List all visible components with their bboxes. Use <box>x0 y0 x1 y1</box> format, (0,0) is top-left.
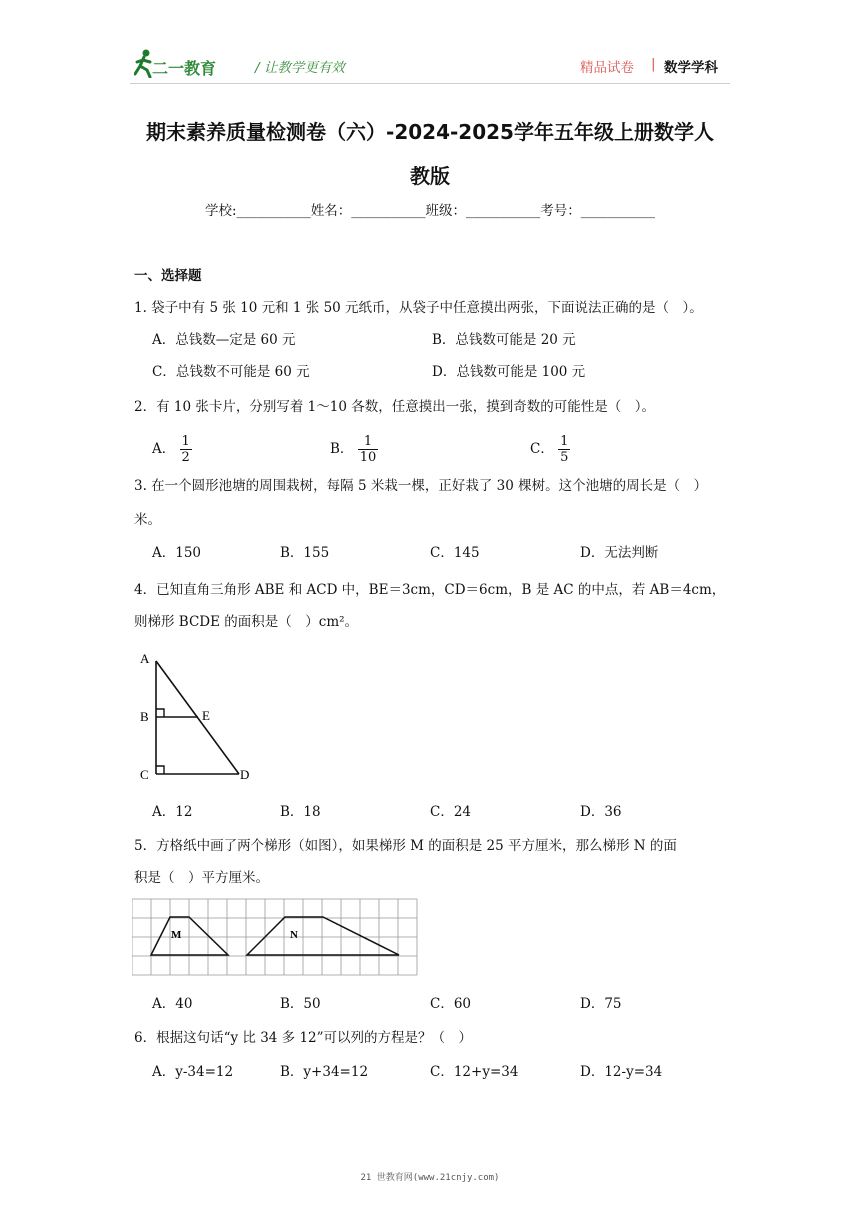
label-b: B <box>140 709 149 724</box>
question-3-option-b: B．155 <box>280 545 330 561</box>
label-d: D <box>240 767 250 782</box>
question-2-option-b <box>330 434 378 465</box>
question-4-stem: 4．已知直角三角形 ABE 和 ACD 中，BE＝3cm，CD＝6cm，B 是 AC 的中点，若 AB＝4cm， <box>134 582 726 598</box>
trapezoid-m <box>151 917 228 955</box>
label-e: E <box>202 708 210 723</box>
fraction <box>358 434 379 465</box>
question-3-option-c: C．145 <box>430 545 480 561</box>
section-heading: 一、选择题 <box>134 268 202 284</box>
option-letter: C． <box>530 441 554 457</box>
question-2-option-c <box>530 434 570 465</box>
label-n: N <box>290 929 298 941</box>
question-1-option-a: A．总钱数—定是 60 元 <box>152 332 296 348</box>
question-5-stem-cont: 积是（ ）平方厘米。 <box>134 870 269 886</box>
label-a: A <box>140 651 150 666</box>
fraction <box>180 434 192 465</box>
question-3-option-d: D．无法判断 <box>580 545 659 561</box>
question-1-option-d: D．总钱数可能是 100 元 <box>432 364 586 380</box>
question-3-stem-cont: 米。 <box>134 512 161 528</box>
question-6-option-d: D．12-y=34 <box>580 1064 663 1080</box>
label-m: M <box>171 929 182 941</box>
numerator: 1 <box>181 434 190 449</box>
question-4-option-a: A．12 <box>152 804 193 820</box>
question-4-stem-cont: 则梯形 BCDE 的面积是（ ）cm²。 <box>134 614 359 630</box>
question-1-option-b: B．总钱数可能是 20 元 <box>432 332 576 348</box>
label-c: C <box>140 767 149 782</box>
brand-slogan: / 让教学更有效 <box>255 60 345 76</box>
question-4-option-d: D．36 <box>580 804 622 820</box>
page-title-line2: 教版 <box>410 164 450 188</box>
paper-tag: 精品试卷 <box>580 60 634 76</box>
question-4-option-c: C．24 <box>430 804 472 820</box>
question-5-option-c: C．60 <box>430 996 472 1012</box>
question-1-option-c: C．总钱数不可能是 60 元 <box>152 364 310 380</box>
question-6-option-b: B．y+34=12 <box>280 1064 369 1080</box>
denominator: 10 <box>359 450 377 465</box>
subject-label: 数学学科 <box>664 60 718 76</box>
question-5-option-a: A．40 <box>152 996 193 1012</box>
question-6-stem: 6．根据这句话“y 比 34 多 12”可以列的方程是？（ ） <box>134 1030 473 1046</box>
header-divider <box>130 83 730 84</box>
page-title-line1: 期末素养质量检测卷（六）-2024-2025学年五年级上册数学人 <box>146 120 714 144</box>
brand-name: 二一教育 <box>152 59 217 78</box>
right-angle-c-icon <box>156 766 164 774</box>
question-6-option-c: C．12+y=34 <box>430 1064 519 1080</box>
question-1-stem: 1. 袋子中有 5 张 10 元和 1 张 50 元纸币，从袋子中任意摸出两张，下面说法正确的是（ ）。 <box>134 300 703 316</box>
fraction <box>558 434 570 465</box>
student-info-line: 学校:___________姓名：___________班级：___________考号：___________ <box>204 203 656 219</box>
right-angle-b-icon <box>156 709 164 717</box>
denominator: 5 <box>560 450 569 465</box>
question-5-option-b: B．50 <box>280 996 321 1012</box>
header-separator: | <box>651 56 656 72</box>
question-4-option-b: B．18 <box>280 804 321 820</box>
brand-logo-icon <box>134 48 154 78</box>
option-letter: B． <box>330 441 354 457</box>
question-5-stem: 5．方格纸中画了两个梯形（如图），如果梯形 M 的面积是 25 平方厘米，那么梯形 N 的面 <box>134 838 677 854</box>
question-3-option-a: A．150 <box>152 545 202 561</box>
numerator: 1 <box>560 434 569 449</box>
page-footer: 21 世教育网(www.21cnjy.com) <box>360 1173 500 1183</box>
question-2-stem: 2．有 10 张卡片，分别写着 1～10 各数，任意摸出一张，摸到奇数的可能性是（ ）。 <box>134 399 655 415</box>
triangle-figure <box>132 645 262 785</box>
question-3-stem: 3. 在一个圆形池塘的周围栽树，每隔 5 米栽一棵，正好栽了 30 棵树。这个池塘的周长是（ ） <box>134 478 708 494</box>
trapezoid-n <box>247 917 399 955</box>
option-letter: A． <box>152 441 176 457</box>
question-2-option-a <box>152 434 192 465</box>
question-5-option-d: D．75 <box>580 996 622 1012</box>
question-6-option-a: A．y-34=12 <box>152 1064 234 1080</box>
numerator: 1 <box>358 434 379 450</box>
denominator: 2 <box>181 450 190 465</box>
grid-trapezoid-figure <box>132 898 420 976</box>
